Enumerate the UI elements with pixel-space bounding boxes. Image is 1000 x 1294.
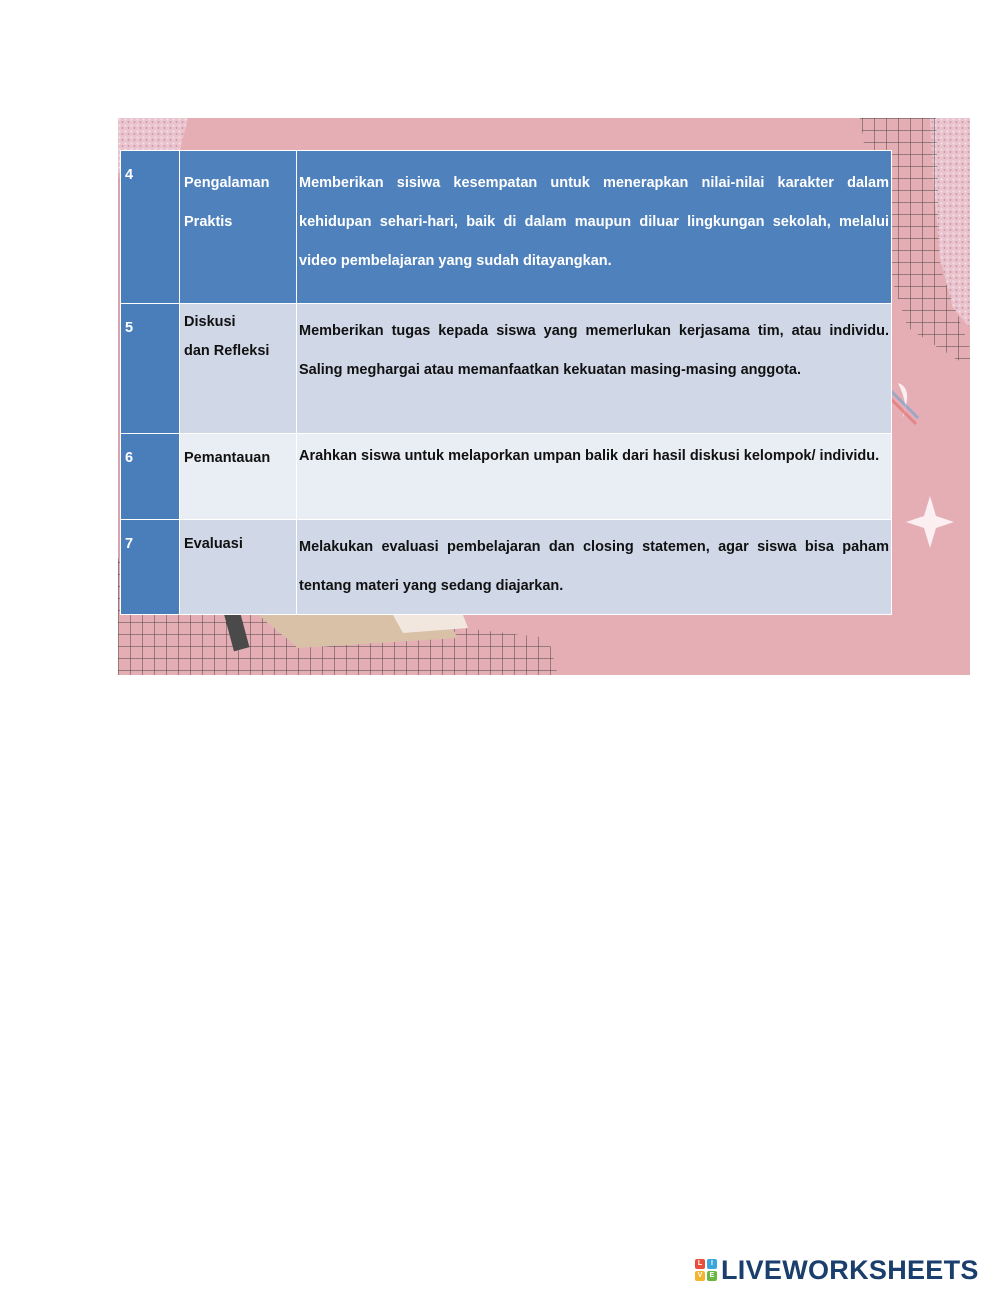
step-description: Arahkan siswa untuk melaporkan umpan balik dari hasil diskusi kelompok/ individu. xyxy=(297,434,892,520)
table-row xyxy=(121,151,892,304)
table-row xyxy=(121,304,892,434)
step-description: Melakukan evaluasi pembelajaran dan closing statemen, agar siswa bisa paham tentang materi yang sedang diajarkan. xyxy=(297,520,892,615)
step-name-line2: dan Refleksi xyxy=(184,343,270,359)
step-name xyxy=(180,304,297,434)
step-description: Memberikan tugas kepada siswa yang memerlukan kerjasama tim, atau individu. Saling meghargai atau memanfaatkan kekuatan masing-masing anggota. xyxy=(297,304,892,434)
step-name: Pemantauan xyxy=(180,434,297,520)
step-name-line2: Praktis xyxy=(184,214,233,230)
table-row xyxy=(121,434,892,520)
learning-steps-table xyxy=(120,150,892,615)
table-row xyxy=(121,520,892,615)
liveworksheets-logo[interactable] xyxy=(695,1256,979,1284)
step-name-line1: Diskusi xyxy=(184,314,236,330)
step-name-line1: Pengalaman xyxy=(184,175,270,191)
step-name xyxy=(180,151,297,304)
step-description: Memberikan sisiwa kesempatan untuk menerapkan nilai-nilai karakter dalam kehidupan sehari-hari, baik di dalam maupun diluar lingkungan sekolah, melalui video pembelajaran yang sudah ditayangkan. xyxy=(297,151,892,304)
row-number: 5 xyxy=(121,304,180,434)
liveworksheets-logo-icon: L I V E xyxy=(695,1259,717,1281)
logo-text: LIVEWORKSHEETS xyxy=(721,1254,979,1285)
row-number: 4 xyxy=(121,151,180,304)
row-number: 7 xyxy=(121,520,180,615)
step-name: Evaluasi xyxy=(180,520,297,615)
row-number: 6 xyxy=(121,434,180,520)
